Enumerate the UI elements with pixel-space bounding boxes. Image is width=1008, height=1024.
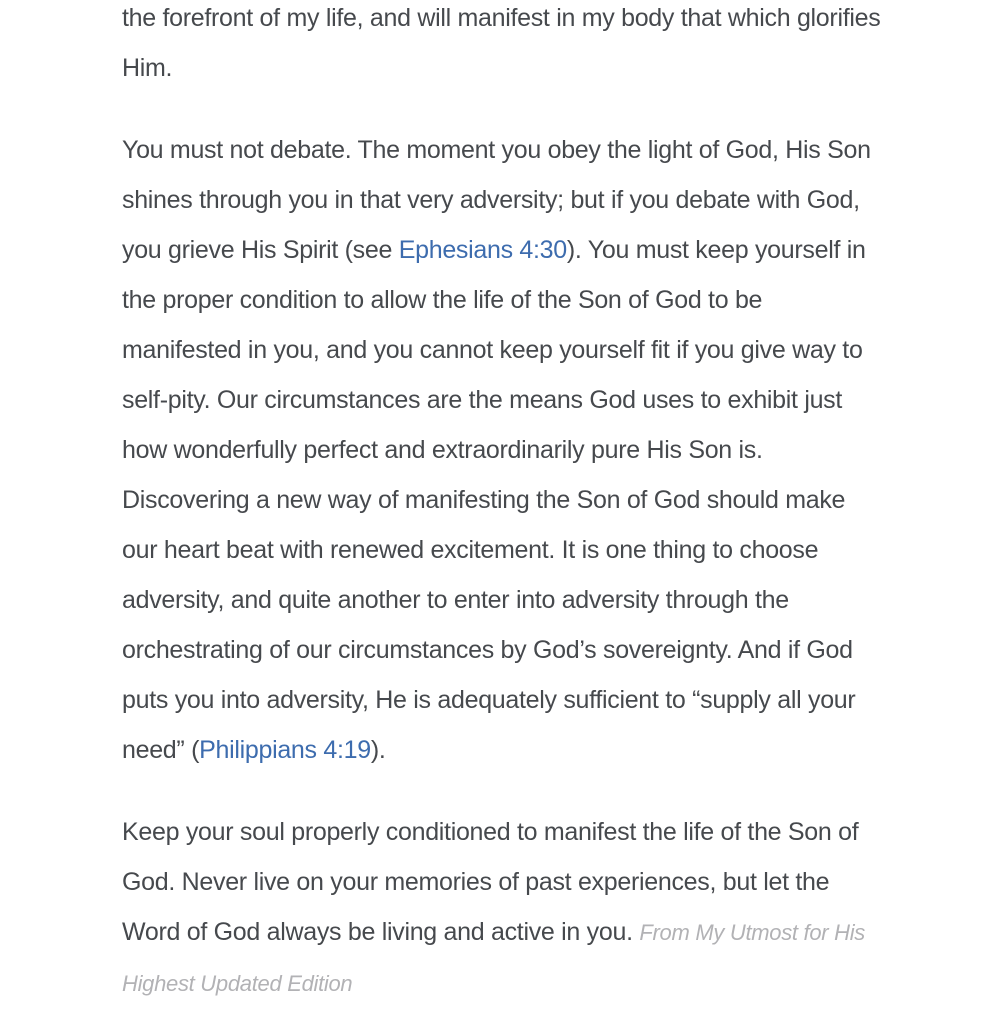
paragraph — [122, 807, 886, 1009]
article-body — [122, 0, 886, 1009]
paragraph — [122, 125, 886, 775]
paragraph-text: the forefront of my life, and will manifest in my body that which glorifies Him. — [122, 4, 881, 82]
paragraph-text: Keep your soul properly conditioned to manifest the life of the Son of God. Never live on your memories of past experiences, but let the Word of God always be living and active in you. — [122, 818, 859, 946]
paragraph-text: You must not debate. The moment you obey the light of God, His Son shines through you in that very adversity; but if you debate with God, you grieve His Spirit (see — [122, 136, 871, 264]
source-attribution: From My Utmost for His Highest Updated Edition — [122, 920, 865, 996]
paragraph-text: ). — [370, 736, 386, 764]
scripture-link[interactable]: Philippians 4:19 — [199, 736, 371, 764]
paragraph-text: ). You must keep yourself in the proper condition to allow the life of the Son of God to be manifested in you, and you cannot keep yourself fit if you give way to self-pity. Our circumstances are the means God uses to exhibit just how wonderfully perfect and extraordinarily pure His Son is. Discovering a new way of manifesting the Son of God should make our heart beat with renewed excitement. It is one thing to choose adversity, and quite another to enter into adversity through the orchestrating of our circumstances by God’s sovereignty. And if God puts you into adversity, He is adequately sufficient to “supply all your need” ( — [122, 236, 866, 764]
paragraph — [122, 0, 886, 93]
scripture-link[interactable]: Ephesians 4:30 — [398, 236, 567, 264]
